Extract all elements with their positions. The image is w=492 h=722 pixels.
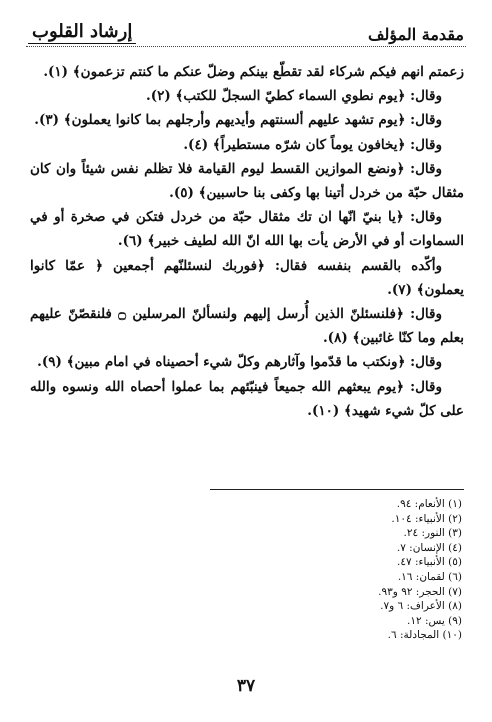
footnote: (٧) الحجر: ٩٢ و٩٣. xyxy=(378,585,462,598)
main-text xyxy=(30,60,464,423)
paragraph: وقال: ﴿يا بنيّ انّها ان تك مثقال حبّة من خردل فتكن في صخرة أو في السماوات أو في الأرض يأت بها الله انّ الله لطيف خبير﴾ (٦). xyxy=(30,209,464,250)
footnote: (٩) يس: ١٢. xyxy=(407,614,462,627)
paragraph: وأكّده بالقسم بنفسه فقال: ﴿فوربك لنسئلنّهم أجمعين ﴿ عمّا كانوا يعملون﴾ (٧). xyxy=(30,257,464,298)
paragraph: وقال: ﴿فلنسئلنّ الذين أُرسل إليهم ولنسألنّ المرسلين ۝ فلنقصّنّ عليهم بعلم وما كنّا غائبين﴾ (٨). xyxy=(30,306,464,347)
footnote-separator xyxy=(210,489,464,490)
paragraph: وقال: ﴿يوم نطوي السماء كطيّ السجلّ للكتب﴾ (٢). xyxy=(146,88,442,105)
footnote: (٢) الأنبياء: ١٠٤. xyxy=(391,512,462,525)
paragraph: وقال: ﴿يخافون يوماً كان شرّه مستطيراً﴾ (٤). xyxy=(183,136,442,153)
paragraph: وقال: ﴿يوم تشهد عليهم ألسنتهم وأيديهم وأرجلهم بما كانوا يعملون﴾ (٣). xyxy=(34,112,442,129)
footnote: (٤) الإنسان: ٧. xyxy=(396,541,462,554)
footnotes xyxy=(60,497,462,643)
book-title-logo: إرشاد القلوب xyxy=(28,21,136,44)
footnote: (١) الأنعام: ٩٤. xyxy=(396,498,462,510)
running-header xyxy=(28,14,464,44)
footnote: (٨) الأعراف: ٦ و٧. xyxy=(380,600,462,613)
paragraph: زعمتم انهم فيكم شركاء لقد تقطّع بينكم وضلّ عنكم ما كنتم تزعمون﴾ (١). xyxy=(43,64,464,80)
paragraph: وقال: ﴿ونكتب ما قدّموا وآثارهم وكلّ شيء أحصيناه في امام مبين﴾ (٩). xyxy=(37,354,442,371)
page-number: ٣٧ xyxy=(236,676,256,696)
footnote: (١٠) المجادلة: ٦. xyxy=(387,629,462,642)
header-divider xyxy=(26,46,466,47)
footnote: (٥) الأنبياء: ٤٧. xyxy=(397,556,462,569)
footnote: (٦) لقمان: ١٦. xyxy=(397,570,462,583)
paragraph: وقال: ﴿ونضع الموازين القسط ليوم القيامة فلا تظلم نفس شيئاً وان كان مثقال حبّة من خردل أتينا بها وكفى بنا حاسبين﴾ (٥). xyxy=(30,160,464,202)
footnote: (٣) النور: ٢٤. xyxy=(403,527,462,540)
header-title: مقدمة المؤلف xyxy=(367,25,464,44)
paragraph: وقال: ﴿يوم يبعثهم الله جميعاً فينبّئهم بما عملوا أحصاه الله ونسوه والله على كلّ شيء شهيد﴾ (١٠). xyxy=(30,378,464,419)
